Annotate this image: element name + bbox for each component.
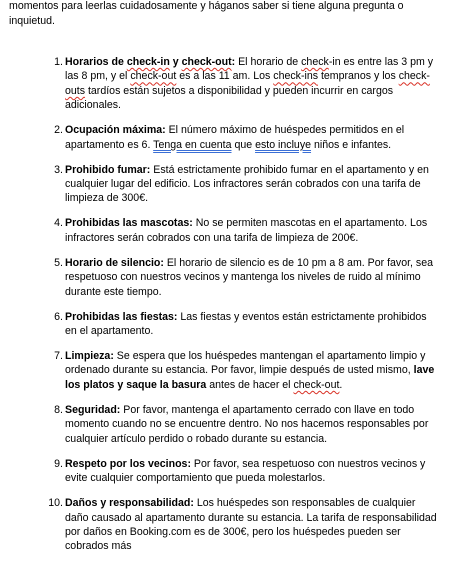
rule-no-smoking [0, 163, 450, 206]
rule-text: No se permiten mascotas en el apartamento. Los infractores serán cobrados con una tarifa de limpieza de 200€. [65, 217, 428, 244]
rule-term: Limpieza: [65, 350, 114, 363]
rule-cleanliness [0, 349, 450, 392]
rule-number: 3. [54, 163, 63, 176]
rule-number: 8. [54, 403, 63, 416]
rule-text: Las fiestas y eventos están estrictamente prohibidos en el apartamento. [65, 310, 427, 338]
rule-security [0, 403, 450, 446]
rule-quiet-hours [0, 256, 450, 299]
rule-text: Por favor, mantenga el apartamento cerrado con llave en todo momento cuando no se encuentre dentro. No nos hacemos responsables por cualquier artículo perdido o robado durante su estancia. [65, 403, 429, 445]
rule-respect-neighbors [0, 457, 450, 486]
rule-damages-liability [0, 496, 450, 554]
rule-term: Horario de silencio: [65, 256, 164, 269]
rule-number: 6. [54, 310, 63, 323]
rule-term: Seguridad: [65, 403, 121, 416]
rule-term: Prohibidas las fiestas: [65, 310, 178, 323]
intro-paragraph: momentos para leerlas cuidadosamente y háganos saber si tiene alguna pregunta o inquietud. [9, 0, 404, 27]
rule-term: Horarios de check-in y check-out: [65, 56, 236, 68]
rule-term: Prohibido fumar: [65, 163, 151, 176]
rule-text: Está estrictamente prohibido fumar en el apartamento y en cualquier lugar del edificio. Los infractores serán cobrados con una tarifa de limpieza de 300€. [65, 163, 429, 205]
rule-number: 1. [54, 56, 63, 68]
rule-number: 4. [54, 217, 63, 230]
rule-text: Se espera que los huéspedes mantengan el apartamento limpio y ordenado durante su estancia. Por favor, limpie después de usted mismo, lave los platos y saque la basura antes de hacer el check-out. [65, 350, 435, 391]
rule-number: 9. [54, 457, 63, 470]
rule-term: Prohibidas las mascotas: [65, 217, 193, 230]
rule-text: El horario de silencio es de 10 pm a 8 am. Por favor, sea respetuoso con nuestros vecinos y mantenga los niveles de ruido al mínimo durante este tiempo. [65, 256, 434, 298]
rule-number: 5. [54, 256, 63, 269]
rule-number: 7. [54, 350, 63, 363]
rule-no-pets [0, 216, 450, 245]
rule-number: 2. [54, 124, 63, 137]
rule-no-parties [0, 310, 450, 339]
rule-text: El número máximo de huéspedes permitidos en el apartamento es 6. Tenga en cuenta que esto incluye niños e infantes. [65, 124, 405, 151]
rule-text: Los huéspedes son responsables de cualquier daño causado al apartamento durante su estancia. La tarifa de responsabilidad por daños en Booking.com es de 300€, pero los huéspedes pueden ser cobrados más [65, 497, 437, 553]
house-rules-list [0, 55, 450, 564]
rule-max-occupancy [0, 123, 450, 152]
rule-checkin-checkout [0, 55, 450, 113]
rule-term: Daños y responsabilidad: [65, 497, 194, 510]
rule-text: Por favor, sea respetuoso con nuestros vecinos y evite cualquier comportamiento que pueda molestarlos. [65, 457, 426, 485]
rule-term: Ocupación máxima: [65, 124, 166, 137]
rule-term: Respeto por los vecinos: [65, 457, 191, 470]
rule-text: El horario de check-in es entre las 3 pm y las 8 pm, y el check-out es a las 11 am. Los check-ins tempranos y los check-outs tardíos están sujetos a disponibilidad y pueden incurrir en cargos adicionales. [65, 56, 434, 112]
rule-number: 10. [48, 497, 63, 510]
